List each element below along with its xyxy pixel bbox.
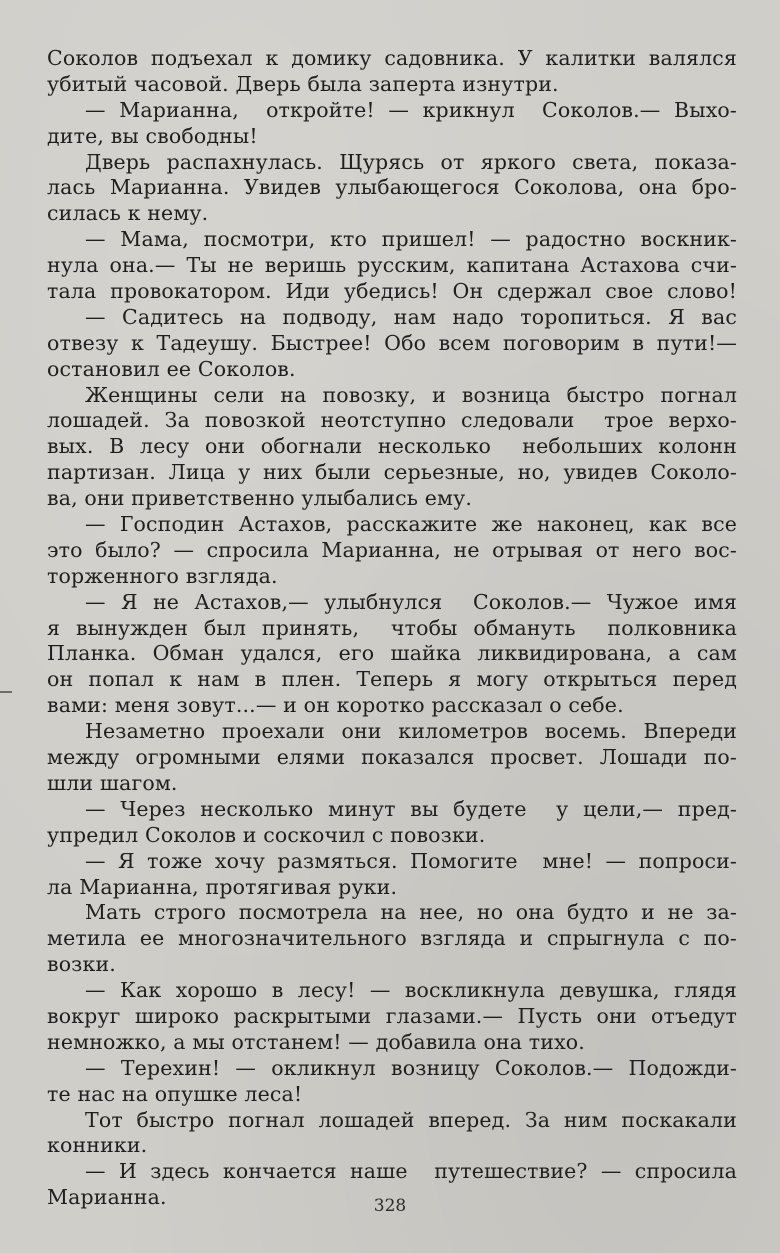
text-line: убитый часовой. Дверь была заперта изнутри. xyxy=(47,71,559,96)
text-line: лась Марианна. Увидев улыбающегося Соколова, она бро- xyxy=(47,175,737,200)
text-line: — Терехин! — окликнул возницу Соколов.— Подожди- xyxy=(85,1055,737,1080)
text-line: — Я тоже хочу размяться. Помогите мне! — попроси- xyxy=(85,848,737,873)
text-line: торженного взгляда. xyxy=(47,563,278,588)
text-line: Женщины сели на повозку, и возница быстро погнал xyxy=(85,382,737,407)
text-line: — Садитесь на подводу, нам надо торопиться. Я вас xyxy=(85,304,737,329)
text-line: вами: меня зовут...— и он коротко рассказал о себе. xyxy=(47,693,624,718)
text-line: Соколов подъехал к домику садовника. У калитки валялся xyxy=(47,46,737,70)
text-line: вых. В лесу они обогнали несколько небольших колонн xyxy=(47,434,737,459)
text-line: вокруг широко раскрытыми глазами.— Пусть они отъедут xyxy=(47,1003,737,1028)
text-line: Марианна. xyxy=(47,1185,167,1210)
text-line: — Мама, посмотри, кто пришел! — радостно воскник- xyxy=(85,227,737,252)
text-line: упредил Соколов и соскочил с повозки. xyxy=(47,822,486,847)
page-number: 328 xyxy=(373,1196,407,1216)
text-line: те нас на опушке леса! xyxy=(47,1081,303,1106)
text-line: Мать строго посмотрела на нее, но она будто и не за- xyxy=(85,900,737,925)
text-line: ва, они приветственно улыбались ему. xyxy=(47,486,472,511)
text-line: дите, вы свободны! xyxy=(47,123,258,148)
text-line: — Как хорошо в лесу! — воскликнула девушка, глядя xyxy=(85,978,737,1003)
text-line: — Я не Астахов,— улыбнулся Соколов.— Чужое имя xyxy=(85,589,737,614)
text-line: Незаметно проехали они километров восемь. Впереди xyxy=(85,719,737,744)
text-line: — Через несколько минут вы будете у цели,— пред- xyxy=(85,796,737,821)
text-line: тала провокатором. Иди убедись! Он сдержал свое слово! xyxy=(47,279,737,304)
body-text xyxy=(47,46,737,1211)
text-line: партизан. Лица у них были серьезные, но, увидев Соколо- xyxy=(47,460,737,485)
text-line: лошадей. За повозкой неотступно следовали трое верхо- xyxy=(47,408,737,433)
text-line: Тот быстро погнал лошадей вперед. За ним поскакали xyxy=(85,1107,737,1132)
text-line: немножко, а мы отстанем! — добавила она тихо. xyxy=(47,1029,585,1054)
text-line: ла Марианна, протягивая руки. xyxy=(47,874,398,899)
text-line: — Господин Астахов, расскажите же наконец, как все xyxy=(85,512,737,537)
text-line: отвезу к Тадеушу. Быстрее! Обо всем поговорим в пути!— xyxy=(47,330,737,355)
text-line: конники. xyxy=(47,1133,148,1158)
text-line: нула она.— Ты не веришь русским, капитана Астахова счи- xyxy=(47,253,737,278)
text-line: возки. xyxy=(47,952,116,977)
text-line: — Марианна, откройте! — крикнул Соколов.— Выхо- xyxy=(85,97,737,122)
margin-mark xyxy=(0,691,12,693)
text-line: Дверь распахнулась. Щурясь от яркого света, показа- xyxy=(85,149,737,174)
text-line: между огромными елями показался просвет. Лошади по- xyxy=(47,745,737,770)
text-line: Планка. Обман удался, его шайка ликвидирована, а сам xyxy=(47,641,737,666)
text-line: остановил ее Соколов. xyxy=(47,356,296,381)
text-line: — И здесь кончается наше путешествие? — спросила xyxy=(85,1159,737,1184)
text-line: метила ее многозначительного взгляда и спрыгнула с по- xyxy=(47,926,737,951)
text-line: силась к нему. xyxy=(47,201,209,226)
text-line: я вынужден был принять, чтобы обмануть полковника xyxy=(47,615,737,640)
text-line: шли шагом. xyxy=(47,770,178,795)
text-line: он попал к нам в плен. Теперь я могу открыться перед xyxy=(47,667,737,692)
text-line: это было? — спросила Марианна, не отрывая от него вос- xyxy=(47,537,737,562)
